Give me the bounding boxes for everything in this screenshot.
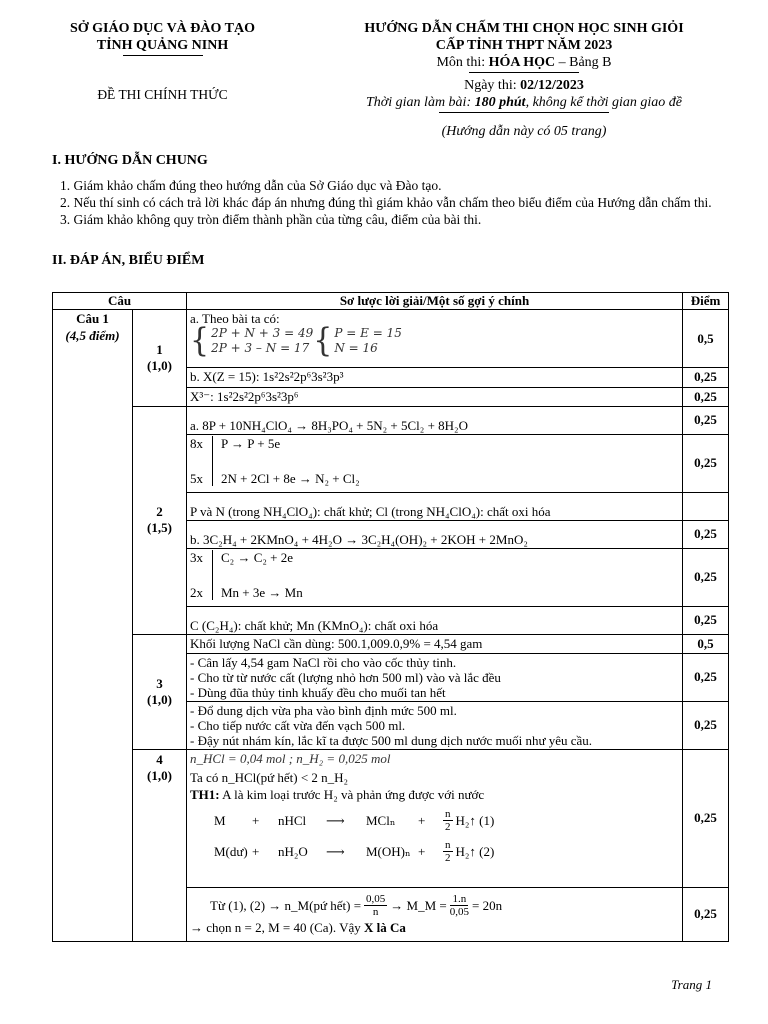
sys-res2: N = 16 (334, 341, 378, 356)
title-line2: CẤP TỈNH THPT NĂM 2023 (435, 38, 613, 53)
r1-cell (187, 310, 683, 368)
header-right (300, 20, 748, 140)
eq2-frac (443, 839, 453, 864)
r5-line2: 2N + 2Cl + 8e → N₂ + Cl₂ (221, 470, 360, 486)
sub1-pts: (1,0) (147, 358, 172, 373)
eq1-plus2: + (418, 813, 426, 828)
sub4-pts: (1,0) (147, 768, 172, 784)
date-prefix: Ngày thi: (464, 78, 521, 93)
r7-text: b. 3C₂H₄ + 2KMnO₄ + 4H₂O → 3C₂H₄(OH)₂ + 2KOH + 2MnO₂ (187, 520, 683, 548)
r11-line3: - Dùng đũa thủy tinh khuấy đều cho muối tan hết (190, 685, 446, 700)
frac2-den: 0,05 (449, 906, 469, 918)
r14-score: 0,25 (683, 888, 729, 942)
r14-answer: X là Ca (364, 920, 406, 935)
r8-score: 0,25 (683, 548, 729, 606)
exam-type: ĐỀ THI CHÍNH THỨC (97, 87, 228, 102)
eq2-h2o: nH₂O (278, 844, 308, 859)
r14-conclusion: → chọn n = 2, M = 40 (Ca). Vậy (190, 920, 365, 935)
r14-line2 (190, 920, 679, 935)
header-cau: Câu (53, 293, 187, 310)
frac1-den: n (372, 906, 379, 918)
r5-cell (187, 434, 683, 492)
r2-score: 0,25 (683, 368, 729, 387)
r13-th1-text: A là kim loại trước H₂ và phản ứng được với nước (219, 787, 485, 802)
left-brace-icon: { (313, 321, 333, 360)
sub3-num: 3 (156, 675, 163, 691)
guideline-3: 3. Giám khảo không quy tròn điểm thành phần của từng câu, điểm của bài thi. (60, 212, 482, 227)
eq1-h2: H₂↑ (1) (455, 813, 495, 828)
r14-part-a: Từ (1), (2) → n_M(pứ hết) = (210, 898, 362, 913)
r1-text: a. Theo bài ta có: (190, 311, 280, 327)
org-line1: SỞ GIÁO DỤC VÀ ĐÀO TẠO (69, 21, 255, 36)
r7-score: 0,25 (683, 520, 729, 548)
q1-label: Câu 1 (76, 311, 109, 327)
r14-line1 (210, 893, 679, 918)
r9-text: C (C₂H₄): chất khử; Mn (KMnO₄): chất oxi hóa (187, 606, 683, 634)
r12-line1: - Đổ dung dịch vừa pha vào bình định mức 500 ml. (190, 703, 457, 718)
subject: HÓA HỌC (488, 55, 556, 70)
date-line (300, 77, 748, 94)
r13-cell (187, 750, 683, 888)
eq1-frac (443, 808, 453, 833)
r9-score: 0,25 (683, 606, 729, 634)
table-row (53, 406, 729, 434)
eq1-plus: + (252, 813, 260, 828)
r10-text: Khối lượng NaCl cần dùng: 500.1,009.0,9% = 4,54 gam (187, 634, 683, 653)
q1-cell (53, 310, 133, 942)
r11-line2: - Cho từ từ nước cất (lượng nhỏ hơn 500 ml) vào và lắc đều (190, 670, 501, 685)
exam-time: 180 phút (474, 95, 526, 110)
org-line2: TỈNH QUẢNG NINH (96, 38, 229, 53)
eq1-mcln: MClₙ (366, 813, 396, 828)
table-row (53, 750, 729, 888)
table-row (53, 310, 729, 368)
page-number: Trang 1 (671, 977, 712, 992)
eq2-m: M(dư) (214, 844, 248, 859)
answer-table (52, 292, 729, 942)
section1-list (60, 177, 728, 228)
sub2-cell (133, 406, 187, 634)
r11-score: 0,25 (683, 654, 729, 702)
r11-line1: - Cân lấy 4,54 gam NaCl rồi cho vào cốc thủy tinh. (190, 655, 457, 670)
r14-frac2 (450, 893, 469, 918)
r8-line1: C₂ → C₂ + 2e (221, 549, 294, 565)
r5-score: 0,25 (683, 434, 729, 492)
header-left-rule (123, 55, 203, 56)
r1-system (190, 321, 679, 360)
time-prefix: Thời gian làm bài: (366, 95, 475, 110)
subject-line (300, 54, 748, 71)
r5-mult1: 8x (190, 435, 203, 451)
r11-cell (187, 654, 683, 702)
r4-text: a. 8P + 10NH₄ClO₄ → 8H₃PO₄ + 5N₂ + 5Cl₂ + 8H₂O (187, 406, 683, 434)
sub3-pts: (1,0) (147, 691, 172, 707)
r13-line1: n_HCl = 0,04 mol ; n_H₂ = 0,025 mol (190, 751, 391, 766)
frac1-num: 0,05 (366, 893, 386, 905)
title-line1: HƯỚNG DẪN CHẤM THI CHỌN HỌC SINH GIỎI (364, 21, 684, 36)
sub1-num: 1 (156, 341, 163, 357)
r13-score: 0,25 (683, 750, 729, 888)
eq2-moh: M(OH)ₙ (366, 844, 411, 859)
r8-line2: Mn + 3e → Mn (221, 584, 303, 600)
guideline-2: 2. Nếu thí sinh có cách trả lời khác đáp án nhưng đúng thì giám khảo vẫn chấm theo biểu điểm của Hướng dẫn chấm thi. (60, 195, 712, 210)
r8-mult2: 2x (190, 584, 203, 600)
frac-den: 2 (445, 852, 451, 864)
section1-title: I. HƯỚNG DẪN CHUNG (52, 153, 208, 168)
r6-text: P và N (trong NH₄ClO₄): chất khử; Cl (trong NH₄ClO₄): chất oxi hóa (187, 492, 683, 520)
sys-res1: P = E = 15 (334, 326, 402, 341)
sub2-num: 2 (156, 504, 163, 519)
r8-cell (187, 548, 683, 606)
r8-electron-box (190, 550, 679, 600)
header-left (40, 20, 285, 103)
subject-suffix: – Bảng B (555, 55, 612, 70)
r13-line2: Ta có n_HCl(pứ hết) < 2 n_H₂ (190, 770, 349, 785)
r14-cell (187, 888, 683, 942)
eq1-hcl: nHCl (278, 813, 307, 828)
r14-part-c: = 20n (471, 898, 503, 913)
r2-text: b. X(Z = 15): 1s²2s²2p⁶3s²3p³ (187, 368, 683, 387)
sub1-cell (133, 310, 187, 407)
subject-prefix: Môn thi: (436, 55, 489, 70)
r5-mult2: 5x (190, 470, 203, 486)
eq1-arrow-icon: ⟶ (326, 813, 345, 828)
table-row (53, 634, 729, 653)
frac2-num: 1.n (452, 893, 467, 905)
sub3-cell (133, 634, 187, 749)
time-line (300, 94, 748, 111)
r8-mult1: 3x (190, 549, 203, 565)
eq2-plus2: + (418, 844, 426, 859)
r13-eq2 (214, 839, 679, 864)
sub4-cell (133, 750, 187, 942)
sys-eq1: 2P + N + 3 = 49 (211, 326, 314, 341)
r10-score: 0,5 (683, 634, 729, 653)
time-suffix: , không kể thời gian giao đề (525, 95, 682, 110)
r12-line2: - Cho tiếp nước cất vừa đến vạch 500 ml. (190, 718, 406, 733)
r12-cell (187, 702, 683, 750)
eq2-h2: H₂↑ (2) (455, 844, 495, 859)
time-rule (439, 112, 609, 113)
frac-den: 2 (445, 821, 451, 833)
sys-eq2: 2P + 3 – N = 17 (211, 341, 310, 356)
sub4-num: 4 (156, 752, 163, 767)
r13-th1: TH1: (190, 787, 220, 802)
r12-score: 0,25 (683, 702, 729, 750)
r13-line3 (190, 787, 679, 802)
exam-date: 02/12/2023 (520, 78, 584, 93)
r14-frac1 (364, 893, 387, 918)
left-brace-icon: { (190, 321, 210, 360)
r3-text: X³⁻: 1s²2s²2p⁶3s²3p⁶ (187, 387, 683, 406)
header-score: Điểm (683, 293, 729, 310)
table-header-row (53, 293, 729, 310)
eq2-arrow-icon: ⟶ (326, 844, 345, 859)
r5-electron-box (190, 436, 679, 486)
eq1-m: M (214, 813, 226, 828)
eq2-plus: + (252, 844, 260, 859)
r6-score (683, 492, 729, 520)
r3-score: 0,25 (683, 387, 729, 406)
header-right-rule (469, 72, 579, 73)
r1-score: 0,5 (683, 310, 729, 368)
q1-points: (4,5 điểm) (65, 327, 120, 343)
r5-line1: P → P + 5e (221, 435, 281, 451)
sub2-pts: (1,5) (147, 520, 172, 536)
r12-line3: - Đậy nút nhám kín, lắc kĩ ta được 500 ml dung dịch nước muối như yêu cầu. (190, 733, 593, 748)
frac-num: n (445, 839, 451, 851)
r14-part-b: → M_M = (390, 898, 447, 913)
header-solution: Sơ lược lời giải/Một số gợi ý chính (187, 293, 683, 310)
r4-score: 0,25 (683, 406, 729, 434)
section2-title: II. ĐÁP ÁN, BIỂU ĐIỂM (52, 253, 205, 268)
guideline-1: 1. Giám khảo chấm đúng theo hướng dẫn của Sở Giáo dục và Đào tạo. (60, 178, 442, 193)
pages-note: (Hướng dẫn này có 05 trang) (441, 124, 607, 139)
r13-eq1 (214, 808, 679, 833)
frac-num: n (445, 808, 451, 820)
